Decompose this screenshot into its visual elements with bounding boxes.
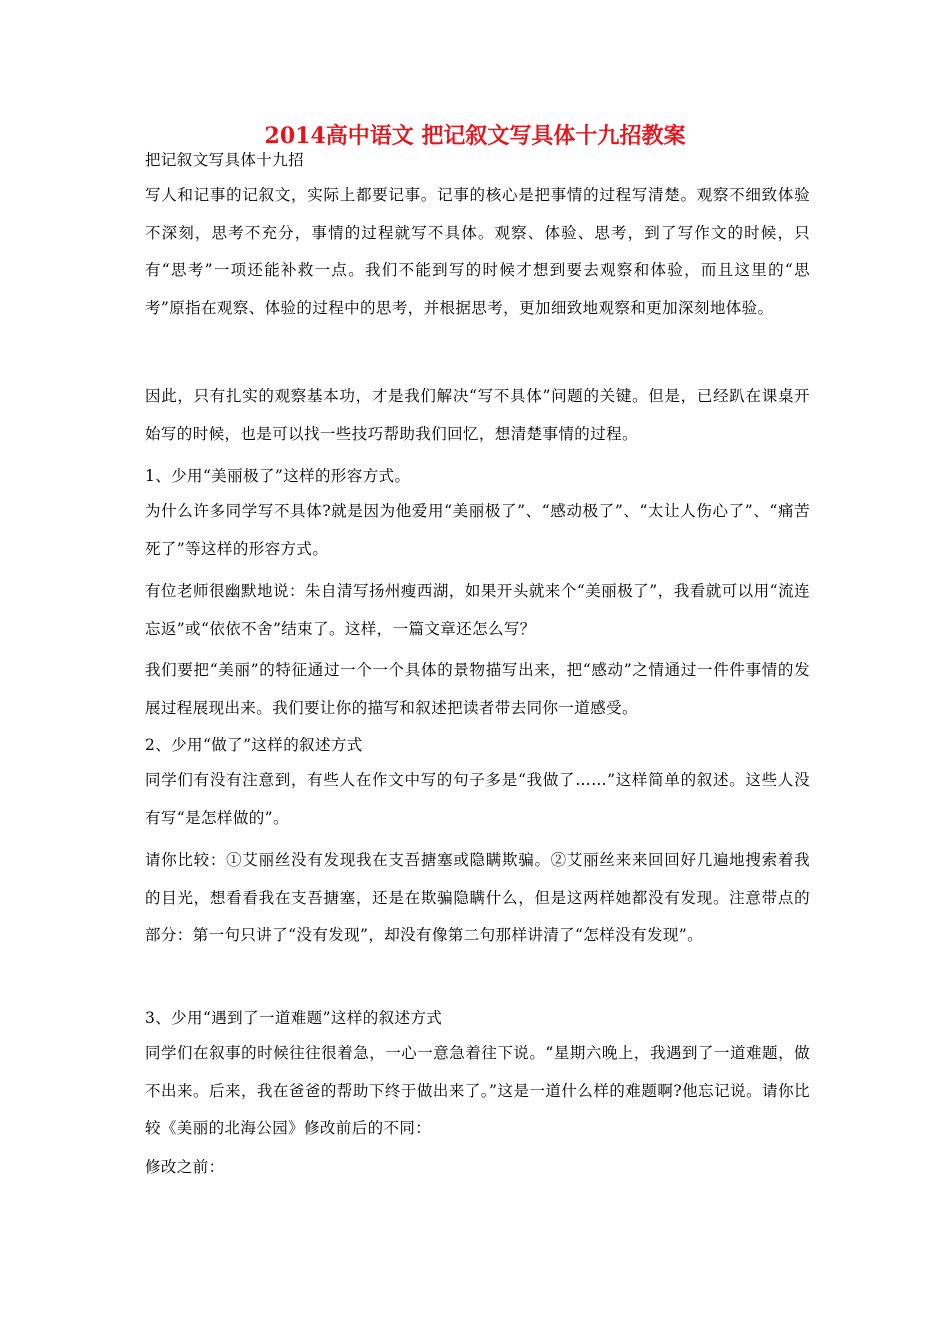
paragraph-tip-2-b: 请你比较：①艾丽丝没有发现我在支吾搪塞或隐瞒欺骗。②艾丽丝来来回回好几遍地搜索着我的目光，想看看我在支吾搪塞，还是在欺骗隐瞒什么，但是这两样她都没有发现。注意带点的部分：第一句只讲了“没有发现”，却没有像第二句那样讲清了“怎样没有发现”。: [145, 851, 810, 944]
paragraph-observation: 因此，只有扎实的观察基本功，才是我们解决“写不具体”问题的关键。但是，已经趴在课桌开始写的时候，也是可以找一些技巧帮助我们回忆，想清楚事情的过程。: [145, 387, 810, 443]
document-title: 2014高中语文 把记叙文写具体十九招教案: [264, 123, 686, 149]
paragraph-tip-2-a: 同学们有没有注意到，有些人在作文中写的句子多是“我做了……”这样简单的叙述。这些人没有写“是怎样做的”。: [145, 771, 810, 827]
paragraph-tip-1-b: 有位老师很幽默地说：朱自清写扬州瘦西湖，如果开头就来个“美丽极了”，我看就可以用“流连忘返”或“依依不舍”结束了。这样，一篇文章还怎么写？: [145, 582, 810, 638]
heading-tip-3: 3、少用“遇到了一道难题”这样的叙述方式: [145, 1009, 443, 1027]
paragraph-tip-3-a: 同学们在叙事的时候往往很着急，一心一意急着往下说。“星期六晚上，我遇到了一道难题，做不出来。后来，我在爸爸的帮助下终于做出来了。”这是一道什么样的难题啊?他忘记说。请你比较《美丽的北海公园》修改前后的不同：: [145, 1044, 810, 1137]
heading-tip-2: 2、少用“做了”这样的叙述方式: [145, 736, 363, 754]
paragraph-before-edit: 修改之前：: [145, 1158, 225, 1176]
heading-tip-1: 1、少用“美丽极了”这样的形容方式。: [145, 467, 411, 485]
document-subtitle: 把记叙文写具体十九招: [145, 151, 305, 169]
paragraph-tip-1-a: 为什么许多同学写不具体?就是因为他爱用“美丽极了”、“感动极了”、“太让人伤心了”、“痛苦死了”等这样的形容方式。: [145, 502, 810, 558]
paragraph-intro: 写人和记事的记叙文，实际上都要记事。记事的核心是把事情的过程写清楚。观察不细致体验不深刻，思考不充分，事情的过程就写不具体。观察、体验、思考，到了写作文的时候，只有“思考”一项还能补救一点。我们不能到写的时候才想到要去观察和体验，而且这里的“思考”原指在观察、体验的过程中的思考，并根据思考，更加细致地观察和更加深刻地体验。: [145, 186, 810, 317]
paragraph-tip-1-c: 我们要把“美丽”的特征通过一个一个具体的景物描写出来，把“感动”之情通过一件件事情的发展过程展现出来。我们要让你的描写和叙述把读者带去同你一道感受。: [145, 661, 810, 717]
